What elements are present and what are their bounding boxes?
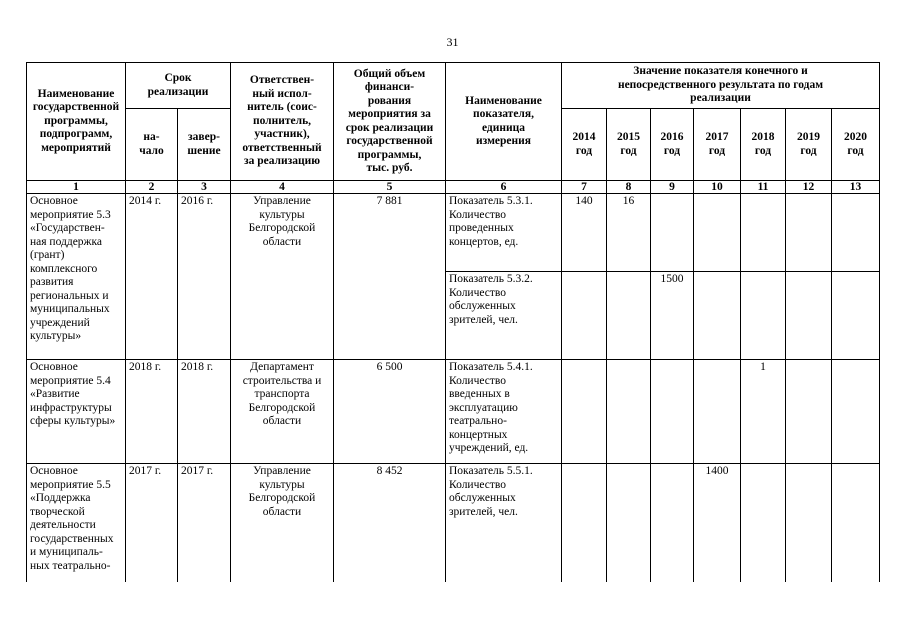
value-2015 bbox=[607, 360, 651, 464]
value-2015: 16 bbox=[607, 194, 651, 272]
header-volume: Общий объем финанси- рования мероприятия за срок реализации государственной программы, тыс. руб. bbox=[334, 63, 446, 181]
value-2016: 1500 bbox=[651, 272, 694, 360]
funding-volume: 6 500 bbox=[334, 360, 446, 464]
value-2020 bbox=[832, 272, 880, 360]
column-number: 10 bbox=[694, 181, 741, 194]
end-year: 2016 г. bbox=[178, 194, 231, 360]
start-year: 2018 г. bbox=[126, 360, 178, 464]
indicator-name: Показатель 5.4.1. Количество введенных в эксплуатацию театрально- концертных учреждений, ед. bbox=[446, 360, 562, 464]
header-year: 2015 год bbox=[607, 109, 651, 181]
value-2017 bbox=[694, 194, 741, 272]
executor: Департамент строительства и транспорта Белгородской области bbox=[231, 360, 334, 464]
column-number: 9 bbox=[651, 181, 694, 194]
value-2014 bbox=[562, 464, 607, 582]
column-number: 1 bbox=[27, 181, 126, 194]
page-number: 31 bbox=[446, 35, 459, 49]
column-number: 5 bbox=[334, 181, 446, 194]
header-year: 2018 год bbox=[741, 109, 786, 181]
value-2016 bbox=[651, 464, 694, 582]
indicator-name: Показатель 5.3.1. Количество проведенных концертов, ед. bbox=[446, 194, 562, 272]
value-2017: 1400 bbox=[694, 464, 741, 582]
column-number: 6 bbox=[446, 181, 562, 194]
value-2014 bbox=[562, 360, 607, 464]
header-year: 2016 год bbox=[651, 109, 694, 181]
program-indicators-table bbox=[26, 62, 880, 582]
column-number: 11 bbox=[741, 181, 786, 194]
header-year: 2019 год bbox=[786, 109, 832, 181]
value-2020 bbox=[832, 360, 880, 464]
value-2019 bbox=[786, 272, 832, 360]
indicator-name: Показатель 5.3.2. Количество обслуженных зрителей, чел. bbox=[446, 272, 562, 360]
table-row bbox=[27, 194, 880, 272]
value-2015 bbox=[607, 272, 651, 360]
value-2017 bbox=[694, 360, 741, 464]
value-2019 bbox=[786, 360, 832, 464]
measure-name: Основное мероприятие 5.4 «Развитие инфраструктуры сферы культуры» bbox=[27, 360, 126, 464]
header-executor: Ответствен- ный испол- нитель (соис- полнитель, участник), ответственный за реализацию bbox=[231, 63, 334, 181]
header-values: Значение показателя конечного и непосредственного результата по годам реализации bbox=[562, 63, 880, 109]
column-number: 8 bbox=[607, 181, 651, 194]
measure-name: Основное мероприятие 5.3 «Государствен- ная поддержка (грант) комплексного развития региональных и муниципальных учреждений культуры» bbox=[27, 194, 126, 360]
header-start: на- чало bbox=[126, 109, 178, 181]
funding-volume: 7 881 bbox=[334, 194, 446, 360]
value-2015 bbox=[607, 464, 651, 582]
value-2017 bbox=[694, 272, 741, 360]
column-number: 2 bbox=[126, 181, 178, 194]
value-2018: 1 bbox=[741, 360, 786, 464]
column-numbers-row bbox=[27, 181, 880, 194]
header-year: 2014 год bbox=[562, 109, 607, 181]
value-2020 bbox=[832, 194, 880, 272]
header-year: 2017 год bbox=[694, 109, 741, 181]
header-indicator: Наименование показателя, единица измерения bbox=[446, 63, 562, 181]
value-2019 bbox=[786, 464, 832, 582]
column-number: 3 bbox=[178, 181, 231, 194]
end-year: 2017 г. bbox=[178, 464, 231, 582]
header-term: Срок реализации bbox=[126, 63, 231, 109]
column-number: 4 bbox=[231, 181, 334, 194]
start-year: 2017 г. bbox=[126, 464, 178, 582]
measure-name: Основное мероприятие 5.5 «Поддержка творческой деятельности государственных и муниципаль- ных театрально- bbox=[27, 464, 126, 582]
header-year: 2020 год bbox=[832, 109, 880, 181]
indicator-name: Показатель 5.5.1. Количество обслуженных зрителей, чел. bbox=[446, 464, 562, 582]
value-2019 bbox=[786, 194, 832, 272]
header-name: Наименование государственной программы, подпрограмм, мероприятий bbox=[27, 63, 126, 181]
start-year: 2014 г. bbox=[126, 194, 178, 360]
table-row bbox=[27, 464, 880, 582]
end-year: 2018 г. bbox=[178, 360, 231, 464]
value-2018 bbox=[741, 194, 786, 272]
table-row bbox=[27, 360, 880, 464]
executor: Управление культуры Белгородской области bbox=[231, 464, 334, 582]
executor: Управление культуры Белгородской области bbox=[231, 194, 334, 360]
value-2016 bbox=[651, 194, 694, 272]
column-number: 12 bbox=[786, 181, 832, 194]
value-2016 bbox=[651, 360, 694, 464]
value-2014 bbox=[562, 272, 607, 360]
value-2014: 140 bbox=[562, 194, 607, 272]
column-number: 13 bbox=[832, 181, 880, 194]
column-number: 7 bbox=[562, 181, 607, 194]
value-2018 bbox=[741, 272, 786, 360]
value-2020 bbox=[832, 464, 880, 582]
header-end: завер- шение bbox=[178, 109, 231, 181]
funding-volume: 8 452 bbox=[334, 464, 446, 582]
value-2018 bbox=[741, 464, 786, 582]
